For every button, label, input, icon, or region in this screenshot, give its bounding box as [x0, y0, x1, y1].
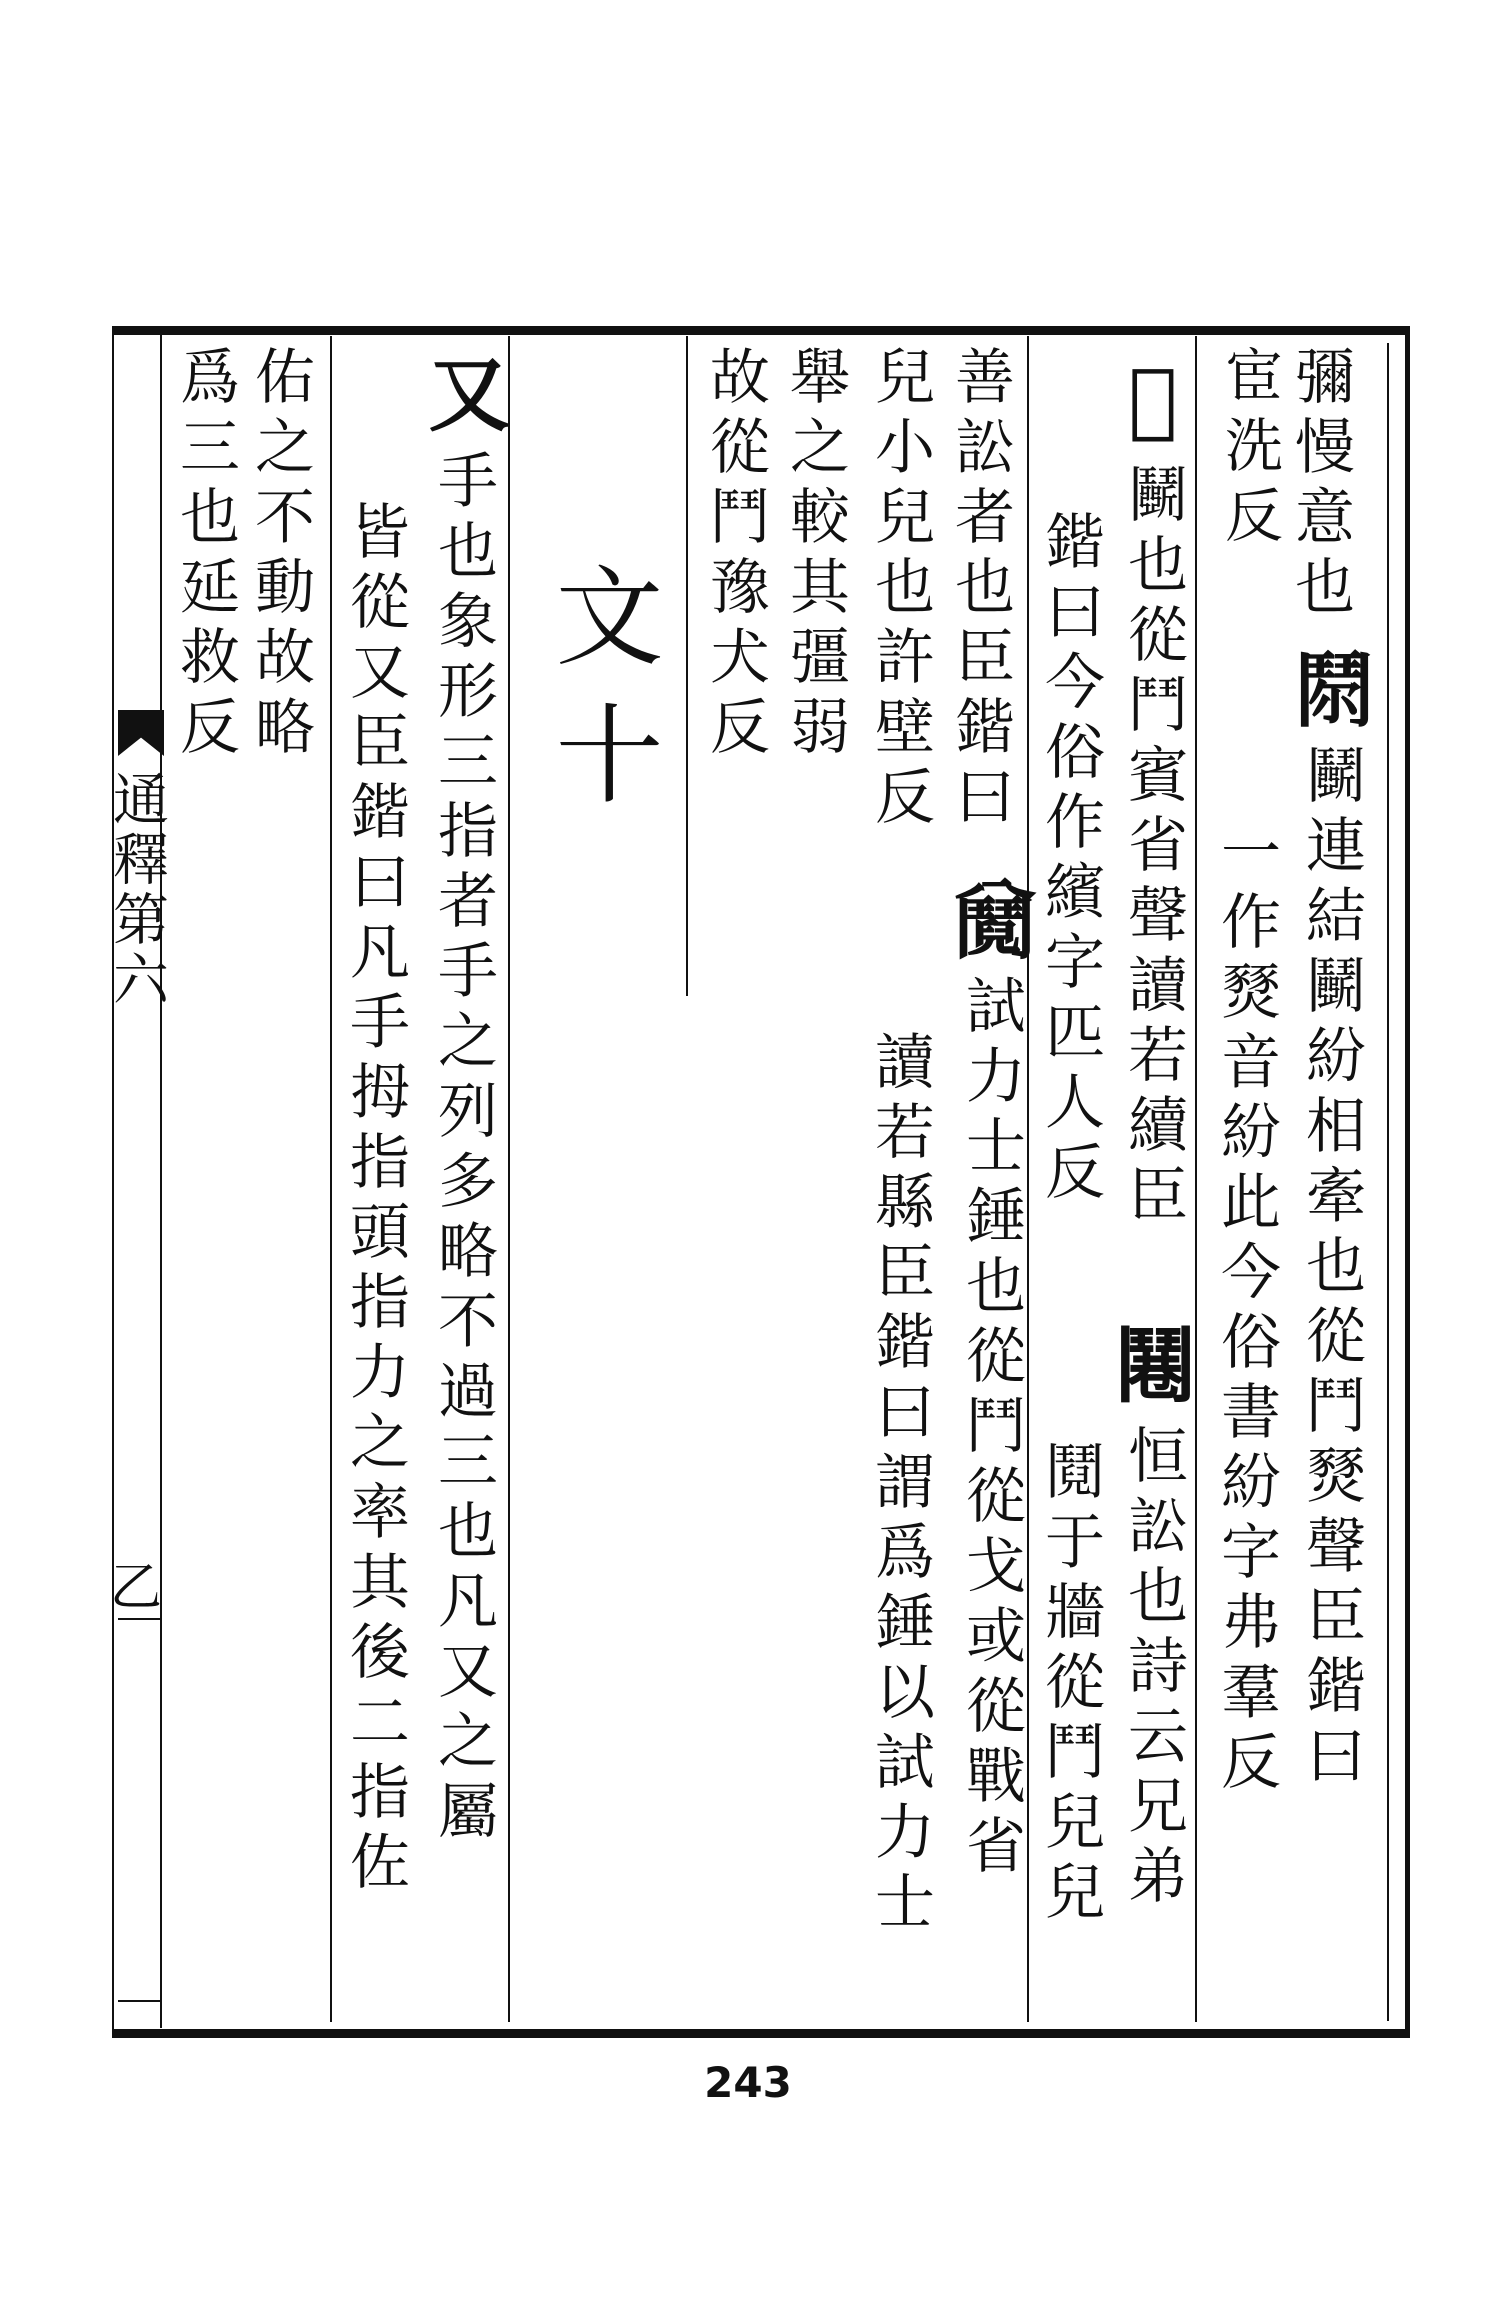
- text-column: 舉之較其彊弱: [780, 345, 850, 765]
- side-box: [118, 1618, 160, 2002]
- side-number: 乙: [110, 1558, 163, 1618]
- page-number: 243: [704, 2058, 792, 2107]
- column-rule: [330, 336, 332, 2022]
- column-rule: [1195, 336, 1197, 2022]
- text-column: 又手也象形三指者手之列多略不過三也凡又之屬: [415, 351, 511, 1849]
- seal-character: 又: [415, 351, 511, 443]
- side-title: 通釋第六: [104, 770, 169, 1010]
- column-rule: [508, 336, 510, 2022]
- text-column: 讀若縣臣鍇曰謂爲錘以試力士: [865, 1030, 935, 1940]
- text-column: 故從鬥豫犬反: [700, 345, 770, 765]
- seal-character: 𩰚: [1105, 351, 1201, 457]
- text-column: 鬩于牆從鬥兒兒: [1035, 1440, 1105, 1930]
- inner-border: [1387, 343, 1389, 2021]
- text-column: 𩰓恒訟也詩云兄弟: [1105, 1326, 1201, 1914]
- section-heading: 文十: [537, 560, 662, 836]
- text-column: 善訟者也臣鍇曰: [945, 345, 1015, 835]
- text-column: 𩰕試力士錘也從鬥從戈或從戰省: [943, 876, 1039, 1884]
- text-column: 佑之不動故略: [245, 345, 315, 765]
- seal-character: 𩰕: [943, 876, 1039, 968]
- seal-character: 𩰓: [1105, 1326, 1201, 1418]
- text-column: 爲三也延救反: [170, 345, 240, 765]
- seal-character: 𩰐: [1283, 646, 1379, 738]
- column-rule: [686, 336, 688, 996]
- text-column: 一作燹音紛此今俗書紛字弗羣反: [1211, 820, 1281, 1800]
- text-column: 鍇曰今俗作繽字匹人反: [1035, 510, 1105, 1210]
- text-column: 皆從又臣鍇曰凡手拇指頭指力之率其後二指佐: [340, 500, 410, 1900]
- text-column: 𩰚鬭也從鬥賓省聲讀若續臣: [1105, 351, 1201, 1233]
- text-column: 宦洗反: [1215, 345, 1283, 555]
- text-column: 彌慢意也: [1285, 345, 1355, 625]
- text-column: 兒小兒也許壁反: [865, 345, 935, 835]
- text-column: 𩰐鬭連結鬭紛相牽也從鬥燹聲臣鍇曰: [1283, 646, 1379, 1794]
